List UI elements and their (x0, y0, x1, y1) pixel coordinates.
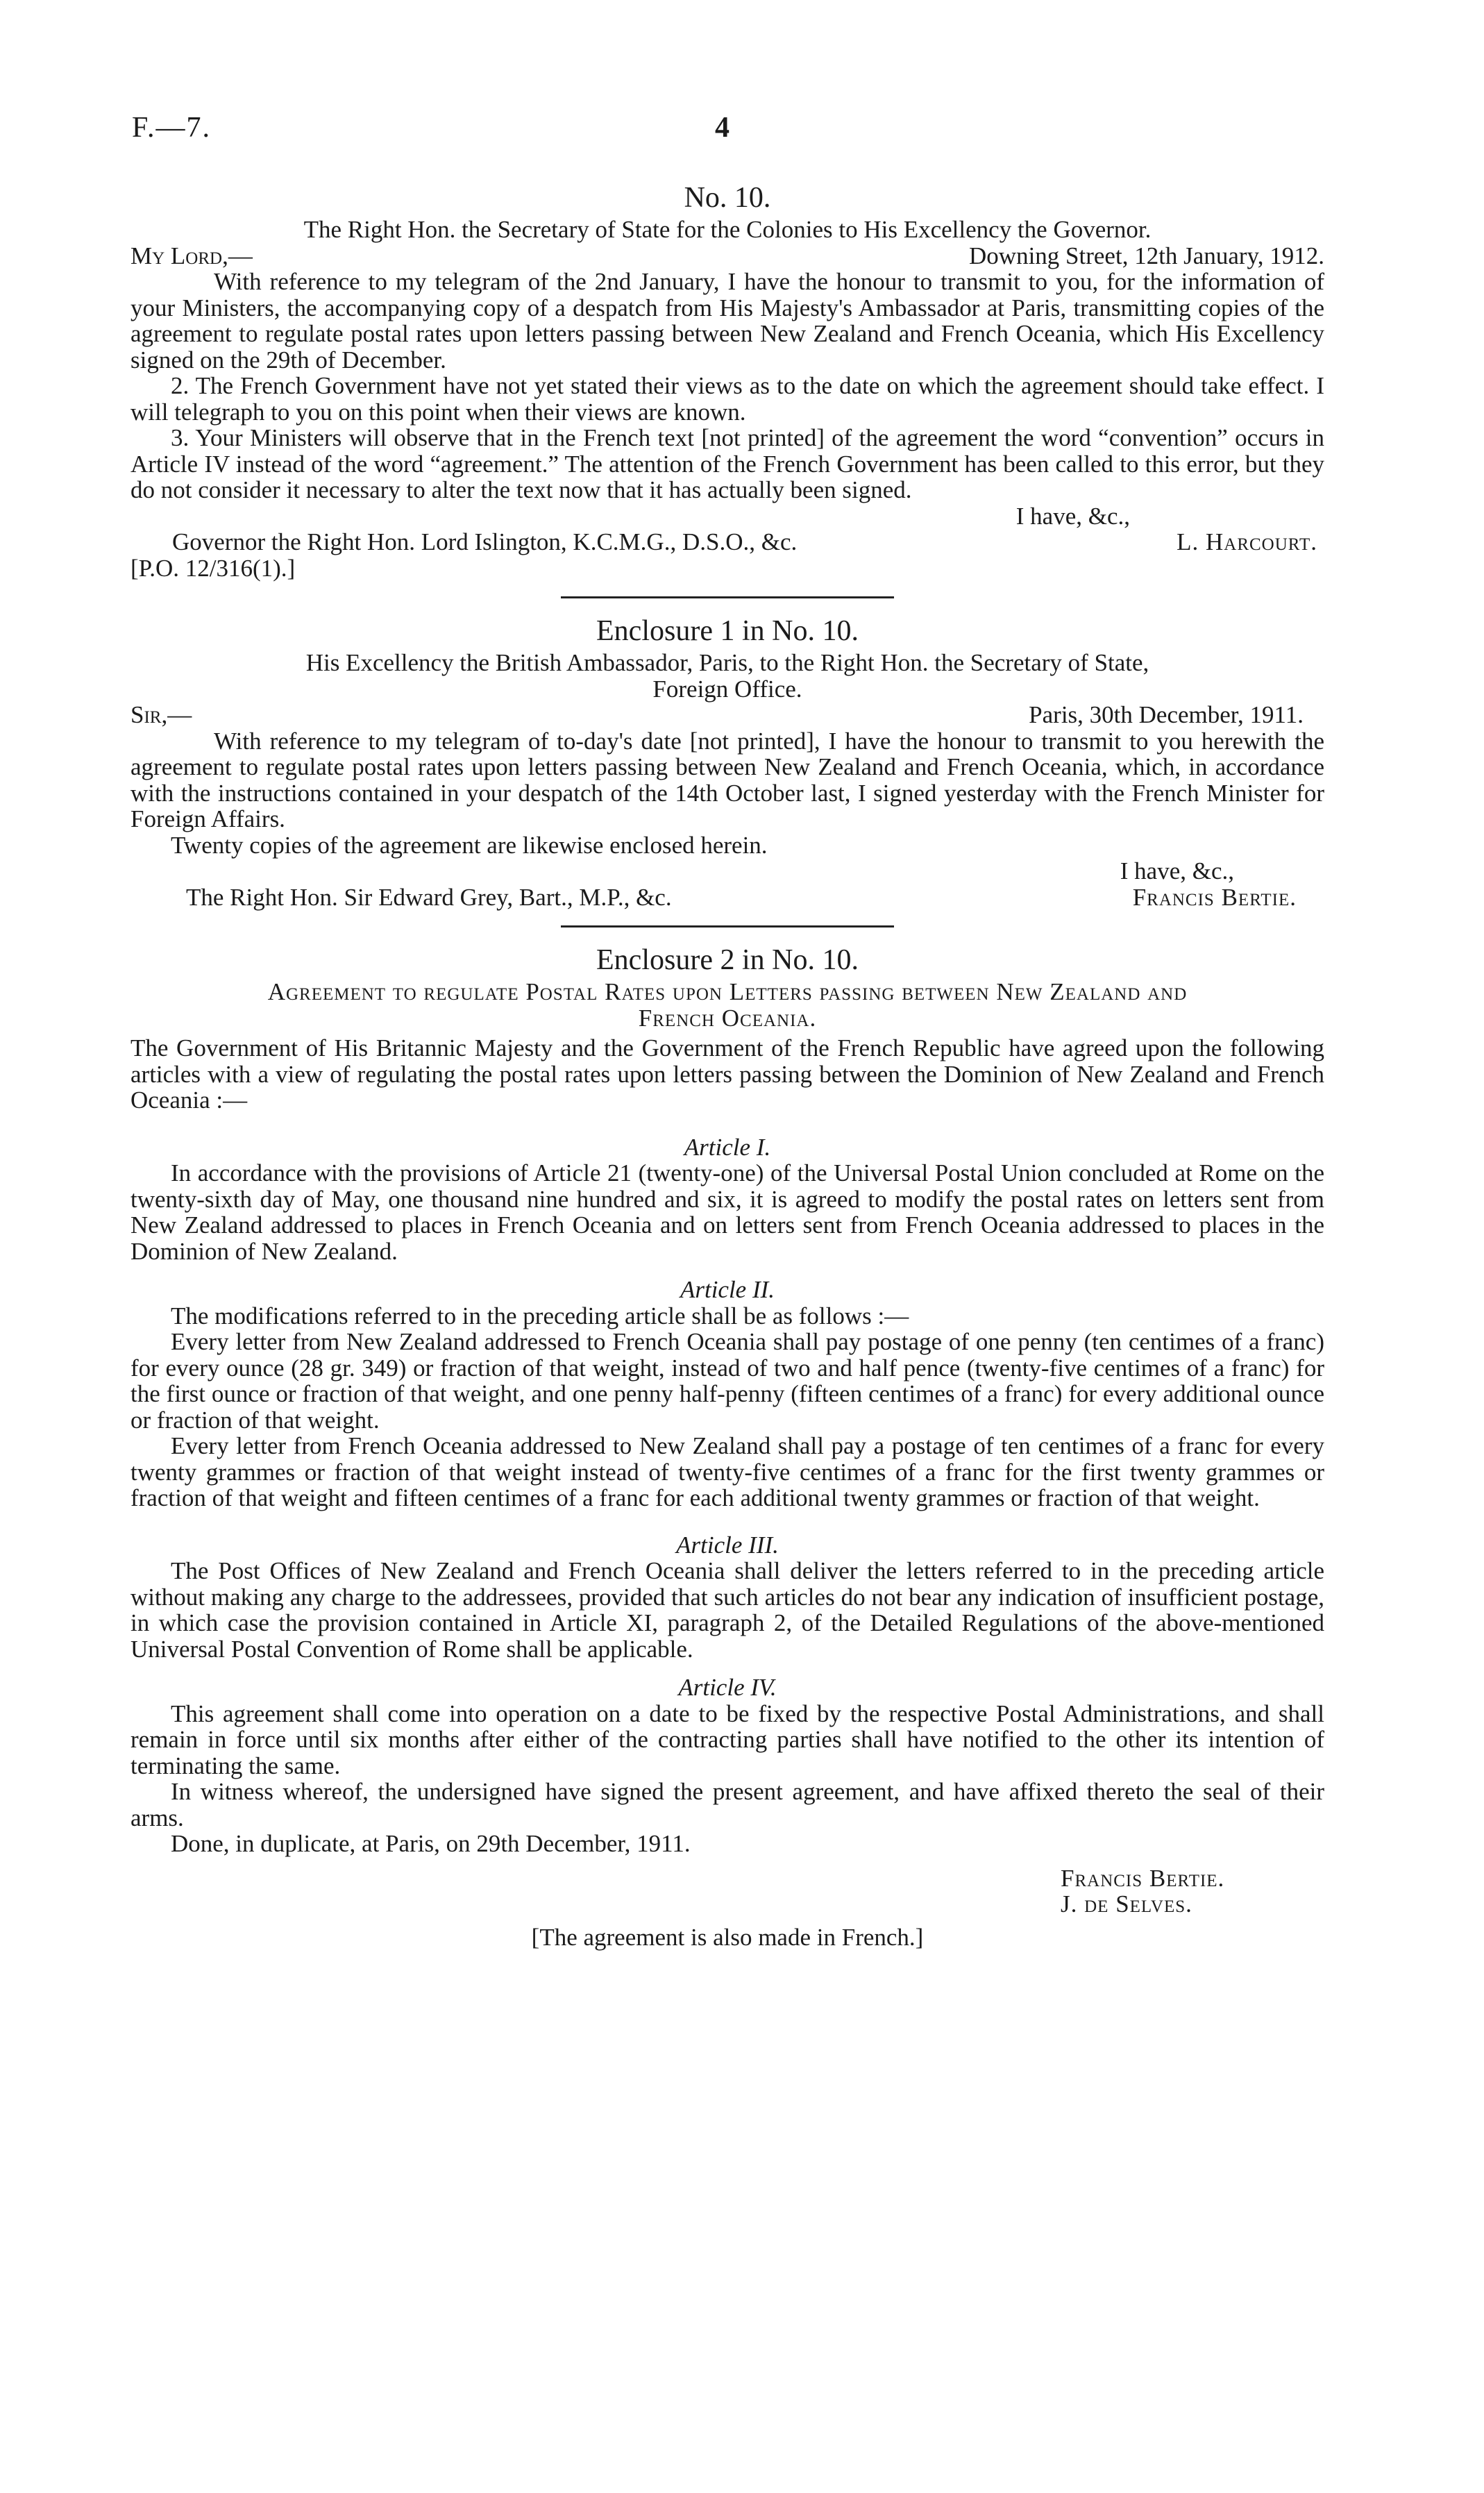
signature: Francis Bertie. (1132, 883, 1297, 911)
divider (561, 925, 894, 927)
paragraph: Every letter from New Zealand addressed to French Oceania shall pay postage of one penny (ten centimes of a franc) for every ounce (28 gr. 349) or fraction of that weight, instead of two and half pence (twenty-five centimes of a franc) for the first ounce or fraction of that weight, and one penny half-penny (fifteen centimes of a franc) for every additional ounce or fraction of that weight. (130, 1328, 1324, 1434)
place-date: Downing Street, 12th January, 1912. (969, 242, 1324, 269)
agreement-heading: French Oceania. (638, 1004, 817, 1032)
signature: Francis Bertie. (1061, 1864, 1225, 1892)
divider (561, 596, 894, 598)
signature: J. de Selves. (1061, 1890, 1192, 1917)
page-body (130, 179, 1324, 1950)
paragraph: Twenty copies of the agreement are likewise enclosed herein. (171, 831, 768, 859)
closing: I have, &c., (1015, 502, 1130, 530)
closing: I have, &c., (1120, 857, 1234, 884)
paragraph: In accordance with the provisions of Article 21 (twenty-one) of the Universal Postal Union concluded at Rome on the twenty-sixth day of May, one thousand nine hundred and six, it is agreed to modify the postal rates on letters sent from New Zealand addressed to places in French Oceania and on letters sent from French Oceania addressed to places in the Dominion of New Zealand. (130, 1159, 1324, 1265)
letter-from-line: The Right Hon. the Secretary of State for the Colonies to His Excellency the Governor. (303, 216, 1152, 243)
document-reference: F.—7. (132, 112, 211, 144)
salutation-row (130, 702, 1324, 728)
paragraph: In witness whereof, the undersigned have signed the present agreement, and have affixed thereto the seal of their arms. (130, 1778, 1324, 1831)
signature-row (130, 529, 1324, 555)
letter-from-line: His Excellency the British Ambassador, Paris, to the Right Hon. the Secretary of State, (305, 649, 1149, 676)
reference-number: [P.O. 12/316(1).] (130, 554, 296, 582)
section-title-enclosure-1: Enclosure 1 in No. 10. (596, 615, 859, 647)
paragraph: With reference to my telegram of the 2nd January, I have the honour to transmit to you, for the information of your Ministers, the accompanying copy of a despatch from His Majesty's Ambassador at Paris, transmitting copies of the agreement to regulate postal rates upon letters passing between New Zealand and French Oceania, which His Excellency signed on the 29th of December. (130, 268, 1324, 373)
article-heading: Article I. (684, 1133, 771, 1161)
paragraph: This agreement shall come into operation on a date to be fixed by the respective Postal Administrations, and shall remain in force until six months after either of the contracting parties shall have notified to the other its intention of terminating the same. (130, 1699, 1324, 1779)
article-heading: Article III. (676, 1531, 779, 1559)
paragraph: With reference to my telegram of to-day's date [not printed], I have the honour to transmit to you herewith the agreement to regulate postal rates upon letters passing between New Zealand and French Oceania, which, in accordance with the instructions contained in your despatch of the 14th October last, I signed yesterday with the French Minister for Foreign Affairs. (130, 727, 1324, 832)
article-heading: Article IV. (678, 1674, 777, 1701)
article-heading: Article II. (680, 1276, 775, 1303)
place-date: Paris, 30th December, 1911. (1029, 701, 1304, 728)
letter-from-line: Foreign Office. (652, 675, 802, 703)
agreement-heading: Agreement to regulate Postal Rates upon Letters passing between New Zealand and (267, 978, 1188, 1005)
signature: L. Harcourt. (1177, 528, 1317, 555)
paragraph: Every letter from French Oceania addressed to New Zealand shall pay a postage of ten centimes of a franc for every twenty grammes or fraction of that weight instead of twenty-five centimes of a franc for the first twenty grammes or fraction of that weight and fifteen centimes of a franc for each additional twenty grammes or fraction of that weight. (130, 1432, 1324, 1511)
paragraph: The Post Offices of New Zealand and French Oceania shall deliver the letters referred to in the preceding article without making any charge to the addressees, provided that such articles do not bear any indication of insufficient postage, in which case the provision contained in Article XI, paragraph 2, of the Detailed Regulations of the above-mentioned Universal Postal Convention of Rome shall be applicable. (130, 1557, 1324, 1663)
addressee: Governor the Right Hon. Lord Islington, K.C.M.G., D.S.O., &c. (172, 528, 798, 555)
section-title-enclosure-2: Enclosure 2 in No. 10. (596, 944, 859, 976)
paragraph: Done, in duplicate, at Paris, on 29th December, 1911. (171, 1830, 691, 1857)
salutation-row (130, 243, 1324, 269)
salutation: Sir,— (130, 701, 192, 728)
addressee: The Right Hon. Sir Edward Grey, Bart., M.P., &c. (186, 883, 672, 911)
page-number: 4 (715, 112, 730, 144)
paragraph: The modifications referred to in the preceding article shall be as follows :— (171, 1302, 909, 1329)
salutation: My Lord,— (130, 242, 253, 269)
paragraph: 2. The French Government have not yet stated their views as to the date on which the agreement should take effect. I will telegraph to you on this point when their views are known. (130, 372, 1324, 426)
section-title-no-10: No. 10. (684, 182, 771, 214)
closing-note: [The agreement is also made in French.] (531, 1923, 924, 1951)
paragraph: 3. Your Ministers will observe that in the French text [not printed] of the agreement the word “convention” occurs in Article IV instead of the word “agreement.” The attention of the French Government has been called to this error, but they do not consider it necessary to alter the text now that it has actually been signed. (130, 424, 1324, 503)
signature-row (130, 884, 1324, 911)
preamble: The Government of His Britannic Majesty and the Government of the French Republic have agreed upon the following articles with a view of regulating the postal rates upon letters passing between the Dominion of New Zealand and French Oceania :— (130, 1034, 1324, 1114)
